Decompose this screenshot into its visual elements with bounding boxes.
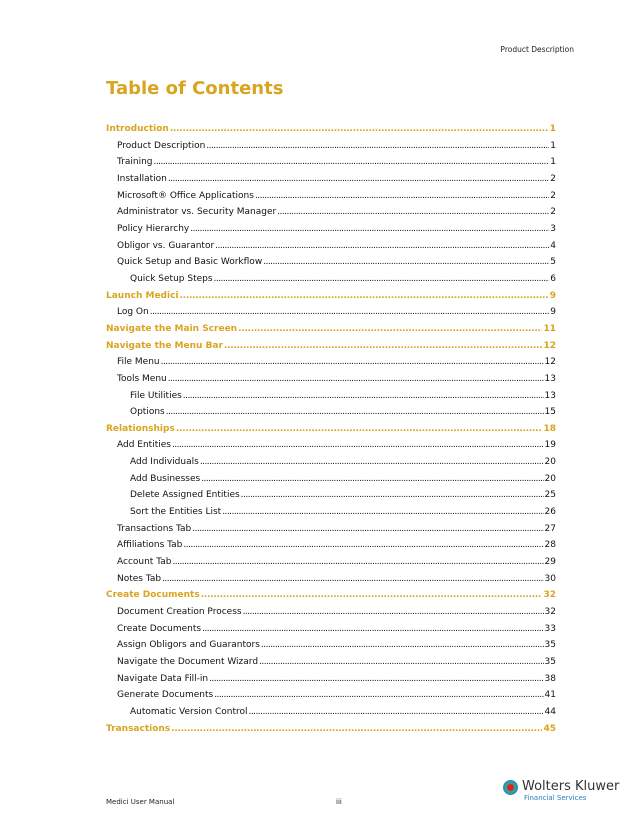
toc-entry[interactable] <box>106 141 556 158</box>
toc-entry-page: 9 <box>550 307 556 318</box>
toc-entry-label: Navigate the Main Screen <box>106 323 238 334</box>
toc-entry-label: Generate Documents <box>117 690 214 701</box>
dot-leader <box>263 257 549 267</box>
toc-entry-label: File Menu <box>117 357 160 368</box>
toc-entry[interactable] <box>106 357 556 374</box>
toc-entry[interactable] <box>106 191 556 208</box>
toc-entry[interactable] <box>106 724 556 741</box>
toc-entry-label: File Utilities <box>130 390 182 401</box>
dot-leader <box>201 590 543 600</box>
toc-entry-page: 41 <box>544 690 556 701</box>
page-title: Table of Contents <box>106 78 284 99</box>
toc-entry[interactable] <box>106 474 556 491</box>
dot-leader <box>241 490 544 500</box>
toc-entry[interactable] <box>106 274 556 291</box>
dot-leader <box>190 224 549 234</box>
toc-entry[interactable] <box>106 624 556 641</box>
toc-entry[interactable] <box>106 440 556 457</box>
toc-entry-label: Navigate the Document Wizard <box>117 657 259 667</box>
toc-entry-label: Create Documents <box>106 590 200 601</box>
dot-leader <box>206 141 549 151</box>
dot-leader <box>192 524 543 534</box>
toc-entry-page: 11 <box>543 323 556 334</box>
toc-entry-label: Relationships <box>106 423 175 434</box>
toc-entry-page: 45 <box>543 723 556 734</box>
toc-entry[interactable] <box>106 324 556 341</box>
toc-entry[interactable] <box>106 690 556 707</box>
toc-entry[interactable] <box>106 224 556 241</box>
toc-entry[interactable] <box>106 490 556 507</box>
toc-entry-page: 28 <box>544 540 556 551</box>
toc-entry[interactable] <box>106 124 556 141</box>
toc-entry-label: Tools Menu <box>117 373 167 384</box>
toc-entry[interactable] <box>106 174 556 191</box>
dot-leader <box>166 407 544 417</box>
toc-entry-page: 2 <box>550 190 556 201</box>
toc-entry[interactable] <box>106 241 556 258</box>
dot-leader <box>172 440 544 450</box>
toc-entry-label: Transactions Tab <box>117 523 192 534</box>
toc-entry-label: Quick Setup Steps <box>130 273 213 284</box>
toc-entry[interactable] <box>106 391 556 408</box>
toc-entry-page: 1 <box>550 140 556 151</box>
toc-entry-label: Obligor vs. Guarantor <box>117 240 215 251</box>
toc-entry-label: Add Individuals <box>130 457 199 468</box>
toc-entry[interactable] <box>106 307 556 324</box>
dot-leader <box>172 557 543 567</box>
toc-entry-label: Installation <box>117 173 167 184</box>
dot-leader <box>214 274 550 284</box>
dot-leader <box>243 607 544 617</box>
dot-leader <box>249 707 544 717</box>
dot-leader <box>261 640 544 650</box>
dot-leader <box>154 157 550 167</box>
toc-entry-label: Product Description <box>117 140 206 151</box>
dot-leader <box>224 341 543 351</box>
dot-leader <box>171 724 542 734</box>
dot-leader <box>222 507 543 517</box>
toc-entry[interactable] <box>106 540 556 557</box>
toc-entry-page: 32 <box>544 607 556 618</box>
toc-entry-label: Policy Hierarchy <box>117 223 190 234</box>
toc-entry-label: Add Businesses <box>130 473 201 484</box>
dot-leader <box>238 324 542 334</box>
toc-entry-label: Log On <box>117 307 149 318</box>
toc-entry-label: Transactions <box>106 723 171 734</box>
table-of-contents <box>106 124 556 740</box>
toc-entry[interactable] <box>106 257 556 274</box>
dot-leader <box>168 374 544 384</box>
toc-entry-page: 4 <box>550 240 556 251</box>
dot-leader <box>277 207 549 217</box>
toc-entry-page: 1 <box>550 157 556 168</box>
toc-entry[interactable] <box>106 640 556 657</box>
toc-entry-label: Administrator vs. Security Manager <box>117 207 277 218</box>
toc-entry[interactable] <box>106 507 556 524</box>
toc-entry-page: 19 <box>544 440 556 451</box>
toc-entry[interactable] <box>106 590 556 607</box>
dot-leader <box>150 307 550 317</box>
toc-entry-page: 25 <box>544 490 556 501</box>
toc-entry-page: 1 <box>549 124 556 134</box>
toc-entry-page: 2 <box>550 207 556 218</box>
toc-entry-page: 12 <box>543 340 556 351</box>
toc-entry-label: Training <box>117 157 153 168</box>
dot-leader <box>168 174 549 184</box>
toc-entry[interactable] <box>106 157 556 174</box>
toc-entry-label: Add Entities <box>117 440 171 451</box>
toc-entry[interactable] <box>106 574 556 591</box>
dot-leader <box>170 124 549 134</box>
dot-leader <box>214 690 543 700</box>
toc-entry-page: 33 <box>544 623 556 634</box>
dot-leader <box>183 391 544 401</box>
toc-entry-label: Navigate Data Fill-in <box>117 673 209 684</box>
toc-entry-label: Document Creation Process <box>117 607 242 618</box>
toc-entry-page: 26 <box>544 507 556 518</box>
toc-entry-label: Microsoft® Office Applications <box>117 190 254 201</box>
toc-entry-page: 9 <box>549 290 556 301</box>
dot-leader <box>200 457 544 467</box>
toc-entry-page: 13 <box>544 390 556 401</box>
toc-entry[interactable] <box>106 674 556 691</box>
toc-entry-label: Quick Setup and Basic Workflow <box>117 257 263 268</box>
toc-entry-page: 38 <box>544 673 556 684</box>
toc-entry-page: 35 <box>544 657 556 667</box>
toc-entry-label: Account Tab <box>117 557 172 568</box>
toc-entry-page: 44 <box>544 706 556 717</box>
dot-leader <box>202 624 543 634</box>
toc-entry-page: 5 <box>550 257 556 268</box>
toc-entry[interactable] <box>106 657 556 674</box>
globe-logo-icon <box>503 780 518 795</box>
dot-leader <box>180 291 549 301</box>
toc-entry-page: 27 <box>544 523 556 534</box>
toc-entry-label: Notes Tab <box>117 573 162 584</box>
logo-subtitle: Financial Services <box>524 794 587 802</box>
toc-entry-page: 12 <box>544 357 556 368</box>
wolters-kluwer-logo <box>503 780 619 802</box>
toc-entry-label: Sort the Entities List <box>130 507 222 518</box>
dot-leader <box>209 674 543 684</box>
toc-entry-page: 2 <box>550 173 556 184</box>
toc-entry-page: 18 <box>543 423 556 434</box>
toc-entry-page: 15 <box>544 407 556 418</box>
toc-entry-label: Launch Medici <box>106 290 179 301</box>
toc-entry[interactable] <box>106 374 556 391</box>
dot-leader <box>176 424 543 434</box>
toc-entry[interactable] <box>106 524 556 541</box>
toc-entry-page: 30 <box>544 573 556 584</box>
toc-entry-page: 20 <box>544 473 556 484</box>
toc-entry-label: Assign Obligors and Guarantors <box>117 640 260 651</box>
toc-entry[interactable] <box>106 607 556 624</box>
toc-entry-label: Navigate the Menu Bar <box>106 340 223 351</box>
logo-brand: Wolters Kluwer <box>522 779 620 794</box>
toc-entry-label: Delete Assigned Entities <box>130 490 240 501</box>
dot-leader <box>259 657 544 667</box>
toc-entry-label: Automatic Version Control <box>130 706 248 717</box>
dot-leader <box>201 474 543 484</box>
dot-leader <box>255 191 549 201</box>
dot-leader <box>183 540 543 550</box>
footer-page-number: iii <box>336 798 342 806</box>
toc-entry-label: Options <box>130 407 165 418</box>
toc-entry-page: 20 <box>544 457 556 468</box>
toc-entry[interactable] <box>106 341 556 358</box>
toc-entry-label: Create Documents <box>117 623 202 634</box>
toc-entry-page: 3 <box>550 223 556 234</box>
footer-manual-title: Medici User Manual <box>106 798 175 806</box>
toc-entry-page: 29 <box>544 557 556 568</box>
toc-entry-page: 13 <box>544 373 556 384</box>
toc-entry-page: 32 <box>543 590 556 601</box>
toc-entry-label: Introduction <box>106 124 169 134</box>
toc-entry-label: Affiliations Tab <box>117 540 183 551</box>
toc-entry[interactable] <box>106 207 556 224</box>
dot-leader <box>215 241 549 251</box>
toc-entry-page: 6 <box>550 273 556 284</box>
dot-leader <box>161 357 544 367</box>
toc-entry[interactable] <box>106 707 556 724</box>
dot-leader <box>162 574 543 584</box>
toc-entry-page: 35 <box>544 640 556 651</box>
toc-entry[interactable] <box>106 407 556 424</box>
toc-entry[interactable] <box>106 557 556 574</box>
toc-entry[interactable] <box>106 291 556 308</box>
toc-entry[interactable] <box>106 424 556 441</box>
toc-entry[interactable] <box>106 457 556 474</box>
running-header: Product Description <box>500 45 574 54</box>
